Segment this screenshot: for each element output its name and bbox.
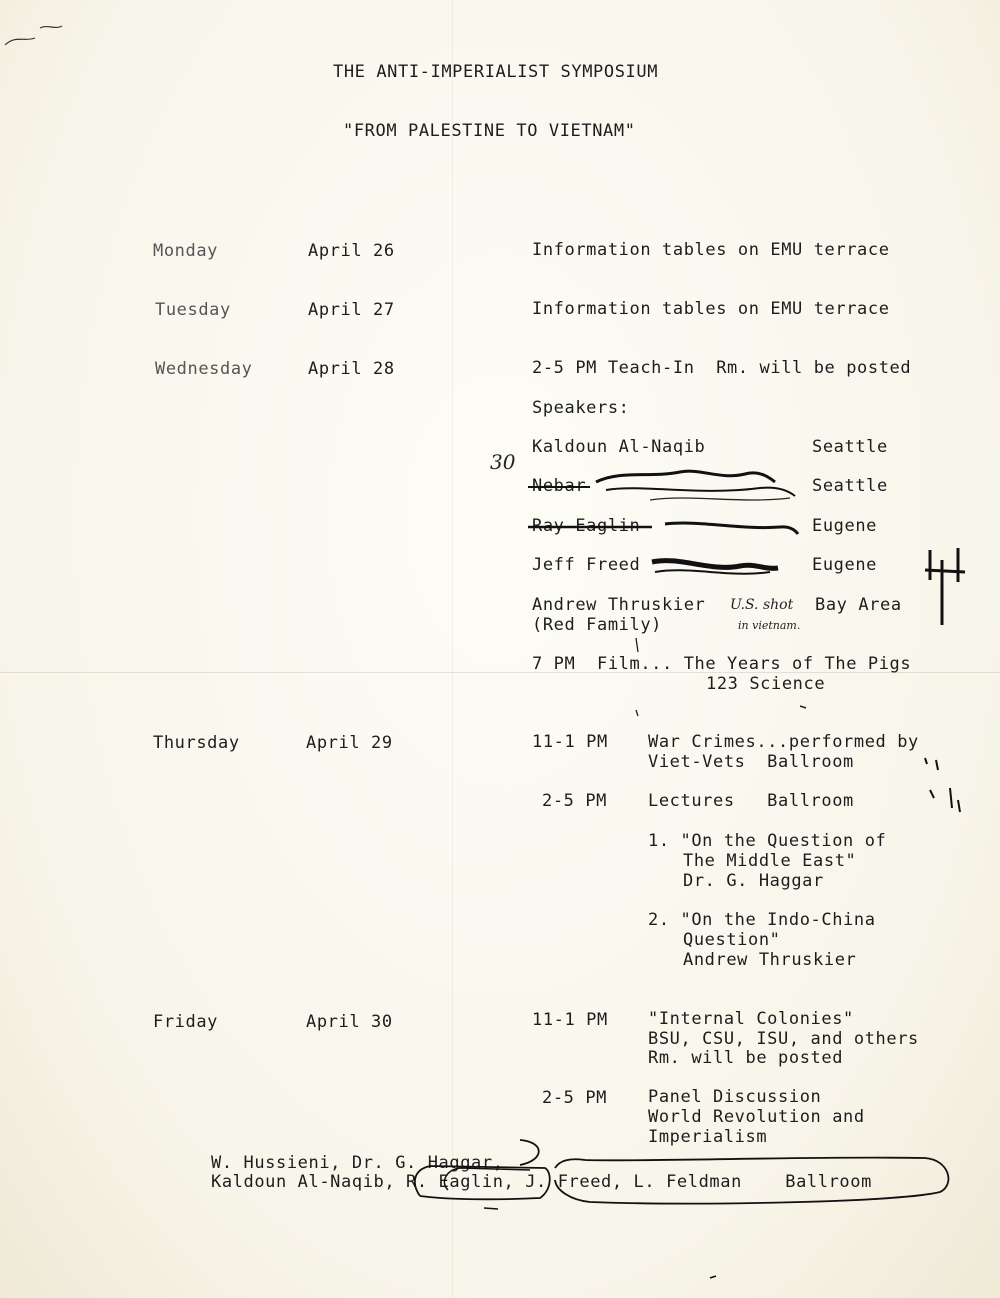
speaker-place: Seattle: [812, 476, 888, 496]
speaker-place: Seattle: [812, 437, 888, 457]
friday-time: 2-5 PM: [542, 1088, 608, 1108]
lecture-item: The Middle East": [683, 851, 857, 871]
tuesday-event: Information tables on EMU terrace: [532, 299, 890, 319]
red-family: (Red Family): [532, 615, 663, 635]
wednesday-date: April 28: [308, 359, 395, 379]
speakers-label: Speakers:: [532, 398, 630, 418]
panel-names: W. Hussieni, Dr. G. Haggar,: [211, 1153, 504, 1173]
tuesday-date: April 27: [308, 300, 395, 320]
wednesday-teachin: 2-5 PM Teach-In Rm. will be posted: [532, 358, 912, 378]
friday-date: April 30: [306, 1012, 393, 1032]
panel-names: Kaldoun Al-Naqib, R. Eaglin, J. Freed, L. Feldman Ballroom: [211, 1172, 872, 1192]
margin-number: 30: [490, 450, 516, 474]
lecture-item: Question": [683, 930, 781, 950]
lecture-speaker: Andrew Thruskier: [683, 950, 857, 970]
friday-day: Friday: [153, 1012, 219, 1032]
speaker-name-struck: Ray Eaglin: [532, 516, 641, 536]
friday-event: Panel Discussion: [648, 1087, 822, 1107]
lecture-item: 1. "On the Question of: [648, 831, 887, 851]
thursday-event: War Crimes...performed by: [648, 732, 919, 752]
speaker-place: Eugene: [812, 516, 878, 536]
friday-event: BSU, CSU, ISU, and others: [648, 1029, 919, 1049]
friday-time: 11-1 PM: [532, 1010, 608, 1030]
film-event: 7 PM Film... The Years of The Pigs: [532, 654, 912, 674]
speaker-name: Kaldoun Al-Naqib: [532, 437, 706, 457]
thursday-day: Thursday: [153, 733, 240, 753]
speaker-place: Bay Area: [815, 595, 902, 615]
monday-date: April 26: [308, 241, 395, 261]
thursday-event: Lectures Ballroom: [648, 791, 854, 811]
document-subtitle: "FROM PALESTINE TO VIETNAM": [343, 121, 636, 141]
friday-event: Rm. will be posted: [648, 1048, 844, 1068]
tuesday-day: Tuesday: [155, 300, 231, 320]
monday-day: Monday: [153, 241, 219, 261]
paper-fold: [452, 0, 453, 1298]
handwritten-note: in vietnam.: [738, 619, 801, 632]
monday-event: Information tables on EMU terrace: [532, 240, 890, 260]
speaker-name: Andrew Thruskier: [532, 595, 706, 615]
wednesday-day: Wednesday: [155, 359, 253, 379]
friday-event: Imperialism: [648, 1127, 768, 1147]
thursday-event: Viet-Vets Ballroom: [648, 752, 854, 772]
speaker-place: Eugene: [812, 555, 878, 575]
document-title: THE ANTI-IMPERIALIST SYMPOSIUM: [333, 62, 659, 82]
lecture-speaker: Dr. G. Haggar: [683, 871, 824, 891]
speaker-name-struck: Nebar: [532, 476, 587, 496]
thursday-time: 2-5 PM: [542, 791, 608, 811]
film-room: 123 Science: [706, 674, 826, 694]
thursday-time: 11-1 PM: [532, 732, 608, 752]
handwritten-note: U.S. shot: [730, 597, 794, 613]
friday-event: World Revolution and: [648, 1107, 865, 1127]
friday-event: "Internal Colonies": [648, 1009, 854, 1029]
speaker-name: Jeff Freed: [532, 555, 641, 575]
thursday-date: April 29: [306, 733, 393, 753]
lecture-item: 2. "On the Indo-China: [648, 910, 876, 930]
